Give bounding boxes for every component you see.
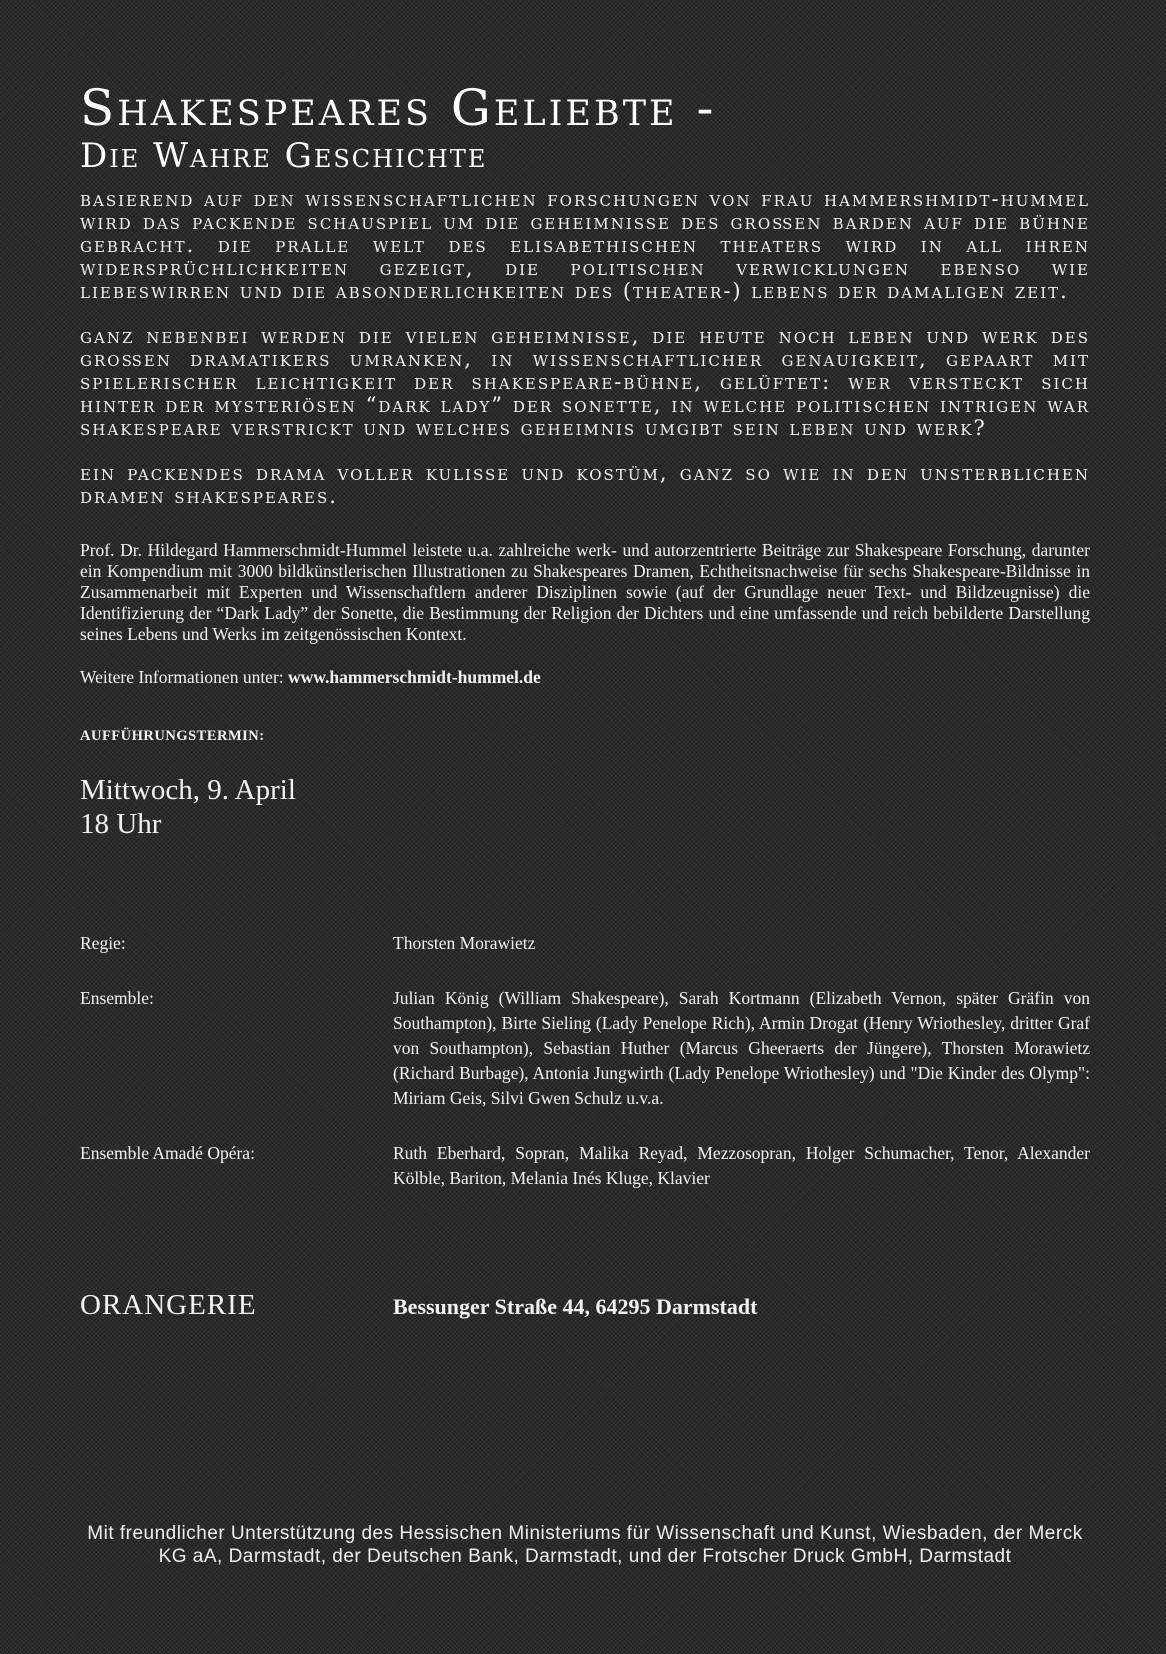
credit-value: Ruth Eberhard, Sopran, Malika Reyad, Mezzosopran, Holger Schumacher, Tenor, Alexander Kölble, Bariton, Melania Inés Kluge, Klavier [393, 1143, 1090, 1188]
performance-date: Mittwoch, 9. April [80, 774, 296, 806]
performance-time: 18 Uhr [80, 808, 162, 840]
credit-value: Julian König (William Shakespeare), Sarah Kortmann (Elizabeth Vernon, später Gräfin von Southampton), Birte Sieling (Lady Penelope Rich), Armin Drogat (Henry Wriothesley, dritter Graf von Southampton), Sebastian Huther (Marcus Gheeraerts der Jüngere), Thorsten Morawietz (Richard Burbage), Antonia Jungwirth (Lady Penelope Wriothesley) und "Die Kinder des Olymp": Miriam Geis, Silvi Gwen Schulz u.v.a. [393, 988, 1090, 1108]
credit-label: Ensemble Amadé Opéra: [80, 1143, 255, 1163]
credit-value: Thorsten Morawietz [393, 933, 536, 953]
intro-paragraph: ein packendes drama voller kulisse und kostüm, ganz so wie in den unsterblichen dramen shakespeares. [80, 461, 1090, 508]
intro-paragraph: basierend auf den wissenschaftlichen forschungen von frau hammershmidt-hummel wird das packende schauspiel um die geheimnisse des großen barden auf die bühne gebracht. die pralle welt des elisabethischen theaters wird in all ihren widersprüchlichkeiten gezeigt, die politischen verwicklungen ebenso wie liebeswirren und die absonderlichkeiten des (theater-) lebens der damaligen zeit. [80, 187, 1090, 303]
dates-heading: AUFFÜHRUNGSTERMIN: [80, 728, 265, 744]
credit-label: Ensemble: [80, 988, 154, 1008]
credit-label: Regie: [80, 933, 126, 953]
venue-address: Bessunger Straße 44, 64295 Darmstadt [393, 1294, 758, 1319]
venue [80, 1289, 1090, 1322]
venue-name: ORANGERIE [80, 1289, 257, 1321]
flyer-content [80, 80, 1090, 1322]
author-bio: Prof. Dr. Hildegard Hammerschmidt-Hummel leistete u.a. zahlreiche werk- und autorzentrierte Beiträge zur Shakespeare Forschung, darunter ein Kompendium mit 3000 bildkünstlerischen Illustrationen zu Shakespeares Dramen, Echtheitsnachweise für sechs Shakespeare-Bildnisse in Zusammenarbeit mit Experten und Wissenschaftlern anderer Disziplinen sowie (auf der Grundlage neuer Text- und Bildzeugnisse) die Identifizierung der “Dark Lady” der Sonette, die Bestimmung der Religion der Dichters und eine umfassende und reich bebilderte Darstellung seines Lebens und Werks im zeitgenössischen Kontext. [80, 540, 1090, 644]
page-title: Shakespeares Geliebte - [80, 79, 717, 137]
intro-paragraph: ganz nebenbei werden die vielen geheimnisse, die heute noch leben und werk des großen dramatikers umranken, in wissenschaftlicher genauigkeit, gepaart mit spielerischer leichtigkeit der shakespeare-bühne, gelüftet: wer versteckt sich hinter der mysteriösen “dark lady” der sonette, in welche politischen intrigen war shakespeare verstrickt und welches geheimnis umgibt sein leben und werk? [80, 324, 1090, 440]
credits-list [80, 931, 1090, 1191]
more-info-label: Weitere Informationen unter: [80, 667, 284, 687]
sponsors-note: Mit freundlicher Unterstützung des Hessischen Ministeriums für Wissenschaft und Kunst, Wiesbaden, der Merck KG aA, Darmstadt, der Deutschen Bank, Darmstadt, und der Frotscher Druck GmbH, Darmstadt [87, 1523, 1083, 1567]
page-subtitle: Die Wahre Geschichte [80, 136, 488, 176]
more-info-url: www.hammerschmidt-hummel.de [288, 667, 541, 687]
credit-row-ensemble [80, 986, 1090, 1111]
more-info [80, 667, 1090, 688]
credit-row-regie [80, 931, 1090, 956]
credit-row-opera [80, 1141, 1090, 1191]
